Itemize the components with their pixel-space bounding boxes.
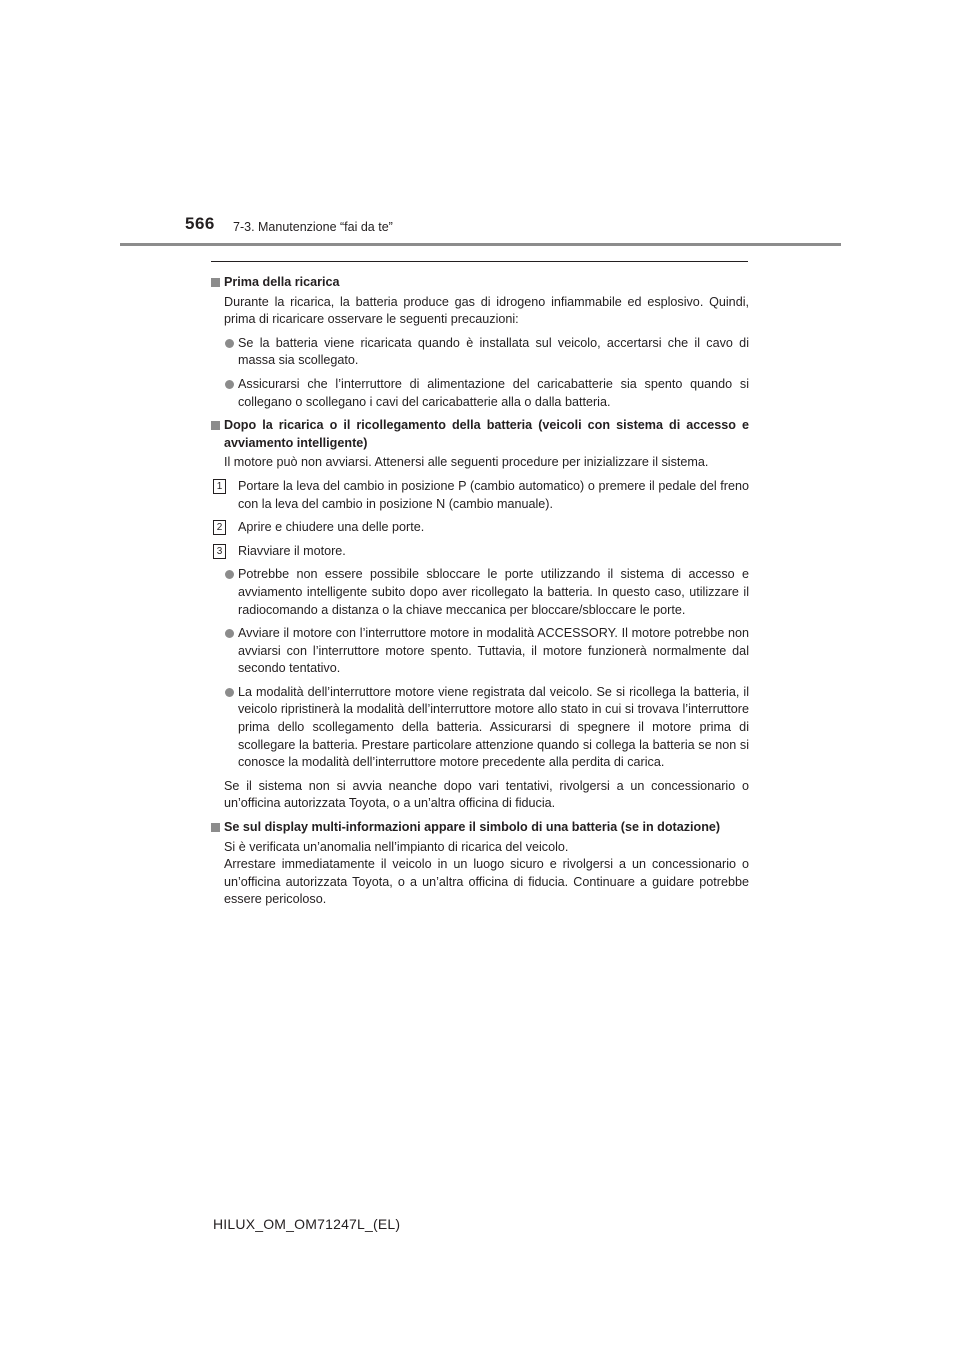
step-item: [211, 543, 749, 561]
step-item: [211, 519, 749, 537]
step-text: Portare la leva del cambio in posizione P (cambio automatico) o premere il pedale del freno con la leva del cambio in posizione N (cambio manuale).: [238, 478, 749, 511]
heading-text: Dopo la ricarica o il ricollegamento della batteria (veicoli con sistema di accesso e avviamento intelligente): [224, 418, 749, 450]
page-content: [211, 268, 749, 909]
paragraph: Se il sistema non si avvia neanche dopo vari tentativi, rivolgersi a un concessionario o un’officina autorizzata Toyota, o a un’altra officina di fiducia.: [224, 778, 749, 811]
list-item-text: Assicurarsi che l’interruttore di alimentazione del caricabatterie sia spento quando si collegano o scollegano i cavi del caricabatterie alla o dalla batteria.: [238, 376, 749, 409]
square-bullet-icon: [211, 278, 220, 287]
round-bullet-icon: [225, 688, 234, 697]
list-item-text: La modalità dell’interruttore motore viene registrata dal veicolo. Se si ricollega la batteria, il veicolo ripristinerà la modalità dell’interruttore motore allo stato in cui si trovava l’interruttore prima dello scollegamento della batteria. Assicurarsi di spegnere il motore prima di scollegare la batteria. Prestare particolare attenzione quando si collega la batteria se non si conosce la modalità dell’interruttore motore precedente alla perdita di carica.: [238, 684, 749, 770]
step-number: 2: [213, 520, 226, 535]
step-text: Aprire e chiudere una delle porte.: [238, 520, 425, 535]
list-item-text: Potrebbe non essere possibile sbloccare le porte utilizzando il sistema di accesso e avviamento intelligente subito dopo aver ricollegato la batteria. In questo caso, utilizzare il radiocomando a distanza o la chiave meccanica per bloccare/sbloccare le porte.: [238, 567, 749, 617]
step-item: [211, 478, 749, 513]
square-bullet-icon: [211, 823, 220, 832]
list-item: [211, 376, 749, 411]
round-bullet-icon: [225, 339, 234, 348]
list-item-text: Avviare il motore con l’interruttore motore in modalità ACCESSORY. Il motore potrebbe non avviarsi con l’interruttore motore spento. Tuttavia, il motore funzionerà normalmente dal secondo tentativo.: [238, 626, 749, 676]
list-item: [211, 566, 749, 619]
page-number: 566: [185, 214, 215, 233]
heading-text: Se sul display multi-informazioni appare il simbolo di una batteria (se in dotazione): [224, 820, 721, 835]
step-number: 3: [213, 544, 226, 559]
list-item: [211, 684, 749, 772]
paragraph: Si è verificata un’anomalia nell’impianto di ricarica del veicolo.: [224, 839, 569, 854]
paragraph: Il motore può non avviarsi. Attenersi alle seguenti procedure per inizializzare il sistema.: [224, 455, 709, 470]
step-text: Riavviare il motore.: [238, 543, 346, 558]
list-item-text: Se la batteria viene ricaricata quando è installata sul veicolo, accertarsi che il cavo di massa sia scollegato.: [238, 335, 749, 368]
heading-text: Prima della ricarica: [224, 275, 340, 289]
step-number: 1: [213, 479, 226, 494]
round-bullet-icon: [225, 570, 234, 579]
section-title: 7-3. Manutenzione “fai da te”: [233, 220, 393, 234]
heading-prima-della-ricarica: [211, 274, 749, 292]
list-item: [211, 625, 749, 678]
heading-simbolo-batteria: [211, 819, 749, 837]
round-bullet-icon: [225, 629, 234, 638]
square-bullet-icon: [211, 421, 220, 430]
paragraph: Arrestare immediatamente il veicolo in un luogo sicuro e rivolgersi a un concessionario o un’officina autorizzata Toyota, o a un’altra officina di fiducia. Continuare a guidare potrebbe essere pericoloso.: [224, 857, 749, 907]
header-rule: [120, 243, 841, 246]
list-item: [211, 335, 749, 370]
round-bullet-icon: [225, 380, 234, 389]
content-rule: [211, 261, 748, 262]
document-code: HILUX_OM_OM71247L_(EL): [213, 1216, 401, 1232]
paragraph: Durante la ricarica, la batteria produce gas di idrogeno infiammabile ed esplosivo. Quindi, prima di ricaricare osservare le seguenti precauzioni:: [224, 294, 749, 327]
heading-dopo-la-ricarica: [211, 417, 749, 452]
